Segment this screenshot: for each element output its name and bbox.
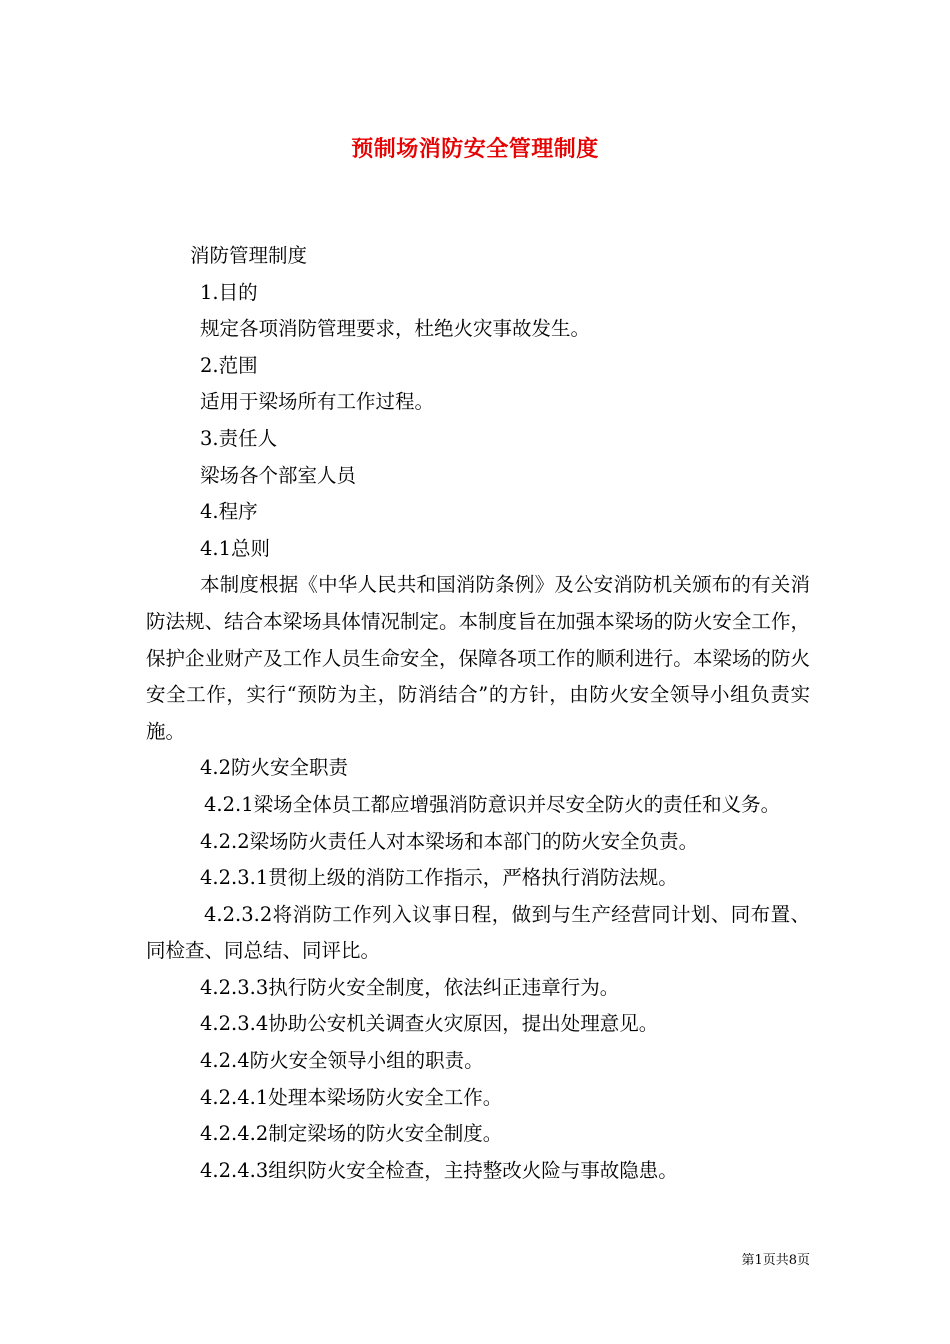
paragraph: 4.程序 bbox=[200, 500, 258, 524]
paragraph: 2.范围 bbox=[200, 353, 258, 377]
paragraph: 4.2.3.3执行防火安全制度，依法纠正违章行为。 bbox=[200, 975, 620, 999]
page-number: 第1页共8页 bbox=[741, 1253, 810, 1268]
paragraph: 4.2.4.3组织防火安全检查，主持整改火险与事故隐患。 bbox=[200, 1158, 678, 1182]
paragraph: 4.2.3.2将消防工作列入议事日程，做到与生产经营同计划、同布置、同检查、同总结、同评比。 bbox=[146, 902, 810, 963]
document-body bbox=[146, 238, 810, 1189]
paragraph: 消防管理制度 bbox=[190, 244, 308, 267]
paragraph: 4.2.2梁场防火责任人对本梁场和本部门的防火安全负责。 bbox=[200, 829, 699, 853]
paragraph: 4.2.3.1贯彻上级的消防工作指示，严格执行消防法规。 bbox=[200, 866, 678, 890]
paragraph: 规定各项消防管理要求，杜绝火灾事故发生。 bbox=[200, 317, 591, 341]
paragraph: 4.1总则 bbox=[200, 536, 271, 560]
paragraph: 适用于梁场所有工作过程。 bbox=[200, 390, 435, 414]
paragraph: 4.2.1梁场全体员工都应增强消防意识并尽安全防火的责任和义务。 bbox=[204, 792, 781, 816]
paragraph: 本制度根据《中华人民共和国消防条例》及公安消防机关颁布的有关消防法规、结合本梁场具体情况制定。本制度旨在加强本梁场的防火安全工作，保护企业财产及工作人员生命安全，保障各项工作的顺利进行。本梁场的防火安全工作，实行“预防为主，防消结合”的方针，由防火安全领导小组负责实施。 bbox=[146, 573, 810, 743]
paragraph: 4.2.4.2制定梁场的防火安全制度。 bbox=[200, 1122, 503, 1146]
paragraph: 3.责任人 bbox=[200, 426, 278, 450]
paragraph: 4.2防火安全职责 bbox=[200, 756, 349, 780]
document-title: 预制场消防安全管理制度 bbox=[351, 136, 599, 162]
paragraph: 1.目的 bbox=[200, 280, 258, 304]
paragraph: 梁场各个部室人员 bbox=[200, 463, 357, 487]
paragraph: 4.2.3.4协助公安机关调查火灾原因，提出处理意见。 bbox=[200, 1012, 659, 1036]
paragraph: 4.2.4防火安全领导小组的职责。 bbox=[200, 1049, 484, 1073]
paragraph: 4.2.4.1处理本梁场防火安全工作。 bbox=[200, 1085, 503, 1109]
